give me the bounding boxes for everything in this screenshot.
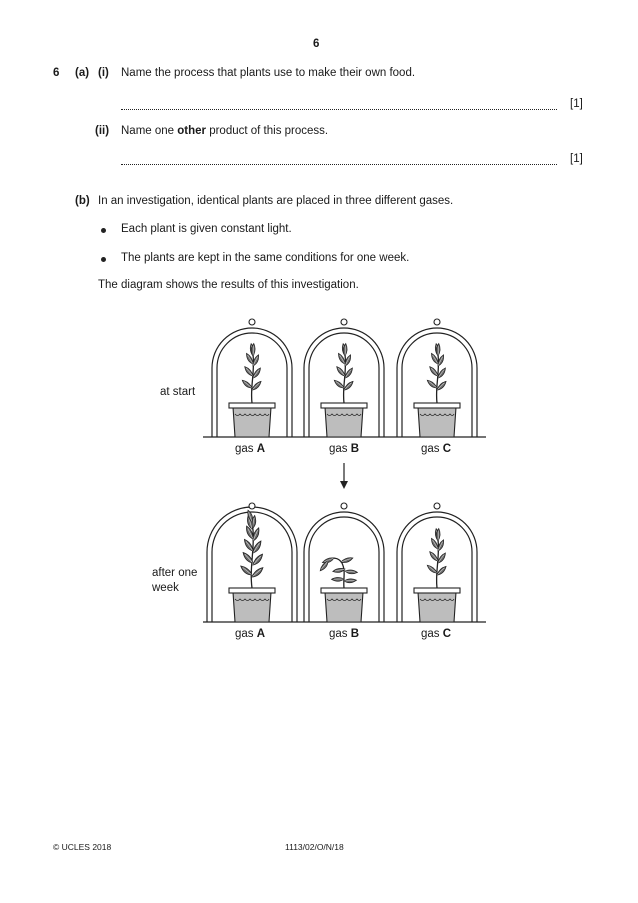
question-a-ii-text-bold: other <box>177 125 207 137</box>
label-after-one: after one <box>152 567 198 579</box>
plant-top-b <box>321 343 367 437</box>
gas-label-bottom-c: gas C <box>421 628 452 640</box>
question-a-ii-text-pre: Name one <box>121 125 178 137</box>
gas-label-bottom-a: gas A <box>235 628 266 640</box>
part-a-label: (a) <box>75 67 90 79</box>
plant-bottom-c <box>414 528 460 622</box>
arrow-down-icon <box>340 463 348 489</box>
sub-i-label: (i) <box>98 67 109 79</box>
gas-label-bottom-b: gas B <box>329 628 360 640</box>
bullet-1-text: Each plant is given constant light. <box>121 223 292 235</box>
marks-a-i: [1] <box>570 98 583 110</box>
label-at-start: at start <box>160 386 196 398</box>
gas-label-top-a: gas A <box>235 443 266 455</box>
question-a-i-text: Name the process that plants use to make their own food. <box>121 67 416 79</box>
bullet-2-text: The plants are kept in the same conditions for one week. <box>121 252 410 264</box>
footer-code: 1113/02/O/N/18 <box>285 842 344 852</box>
question-a-ii-text-post: product of this process. <box>206 125 329 137</box>
plant-bottom-a <box>229 510 275 622</box>
footer-copyright: © UCLES 2018 <box>53 842 112 852</box>
part-b-intro: In an investigation, identical plants are placed in three different gases. <box>98 195 454 207</box>
label-week: week <box>152 582 179 594</box>
gas-label-top-c: gas C <box>421 443 452 455</box>
diagram-intro: The diagram shows the results of this investigation. <box>98 279 359 291</box>
page-number: 6 <box>313 38 320 50</box>
gas-label-top-b: gas B <box>329 443 360 455</box>
plant-top-c <box>414 343 460 437</box>
sub-ii-label: (ii) <box>95 125 110 137</box>
plant-bottom-b <box>320 554 367 622</box>
question-number: 6 <box>53 67 60 79</box>
marks-a-ii: [1] <box>570 153 583 165</box>
part-b-label: (b) <box>75 195 90 207</box>
plant-top-a <box>229 343 275 437</box>
